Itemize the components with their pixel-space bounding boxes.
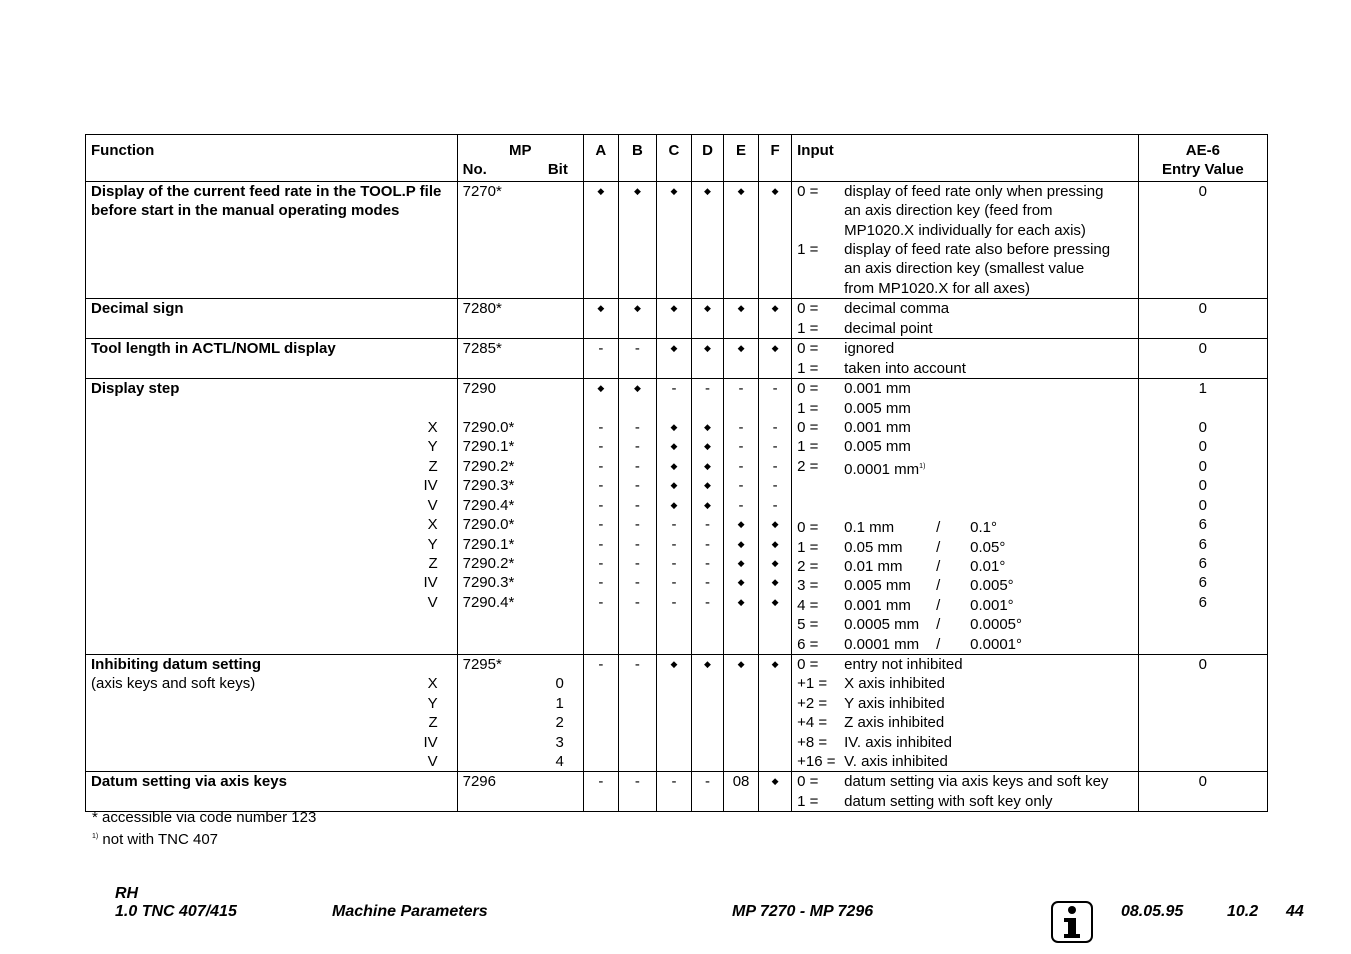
- flag-mark: -: [671, 380, 677, 398]
- function-title: Display step: [91, 380, 180, 398]
- input-option: 0 = 0.1 mm / 0.1°: [797, 519, 997, 537]
- input-option: an axis direction key (smallest value: [844, 260, 1085, 278]
- flag-mark: -: [705, 535, 710, 553]
- flag-mark: -: [705, 593, 710, 611]
- flag-mark: ◆: [633, 383, 641, 394]
- function-cell: Tool length in ACTL/NOML display: [86, 339, 458, 379]
- flag-mark: ◆: [670, 460, 678, 471]
- function-cell: Datum setting via axis keys: [86, 772, 458, 812]
- footer-range: MP 7270 - MP 7296: [732, 903, 874, 920]
- list-line: IV: [423, 574, 438, 592]
- flag-mark: -: [671, 574, 677, 592]
- info-icon: [1051, 901, 1093, 943]
- entry-value: [1138, 379, 1267, 655]
- flag-a: -: [583, 339, 618, 379]
- input-option: 0 = 0.001 mm: [797, 419, 911, 437]
- header-bit: Bit: [547, 161, 568, 179]
- input-option: MP1020.X individually for each axis): [844, 221, 1086, 239]
- flag-e: [724, 379, 759, 655]
- flag-mark: ◆: [704, 422, 711, 433]
- flag-d: ◆: [691, 654, 723, 771]
- flag-e: ◆: [724, 299, 759, 339]
- input-option: 1 = 0.005 mm: [797, 399, 911, 417]
- list-line: 6: [1198, 593, 1208, 611]
- table-row: [86, 772, 1268, 812]
- flag-b: ◆: [618, 299, 656, 339]
- flag-mark: [584, 632, 618, 651]
- axis-list: [402, 655, 452, 771]
- mp-number: 7280*: [457, 299, 583, 339]
- header-no: No.: [462, 161, 487, 179]
- header-mp: [457, 135, 583, 182]
- list-line: 2: [555, 714, 564, 732]
- flag-d: ◆: [691, 339, 723, 379]
- input-option: [797, 479, 1133, 498]
- table-row: [86, 339, 1268, 379]
- list-line: X: [427, 516, 438, 534]
- flag-mark: -: [634, 574, 640, 592]
- flag-d: [691, 379, 723, 655]
- flag-mark: ◆: [771, 519, 779, 530]
- list-line: IV: [423, 733, 438, 751]
- footer-model: 1.0 TNC 407/415: [115, 903, 237, 920]
- flag-mark: -: [598, 477, 604, 495]
- list-line: [402, 379, 438, 398]
- footnote-star: * accessible via code number 123: [92, 809, 317, 826]
- flag-mark: [692, 399, 723, 418]
- input-option: [797, 499, 1133, 518]
- flag-mark: ◆: [737, 577, 745, 588]
- flag-mark: -: [772, 419, 778, 437]
- flag-mark: [619, 399, 656, 418]
- flag-mark: ◆: [670, 441, 678, 452]
- list-line: 0: [555, 675, 564, 693]
- flag-mark: -: [705, 554, 710, 572]
- list-line: 7290.3*: [462, 477, 515, 495]
- list-line: 7290.4*: [462, 496, 515, 514]
- input-option: +2 = Y axis inhibited: [797, 694, 945, 712]
- list-line: 7290.3*: [462, 574, 515, 592]
- input-cell: [792, 379, 1139, 655]
- flag-mark: -: [738, 457, 744, 475]
- header-mp-label: MP: [508, 142, 532, 159]
- list-line: Z: [428, 714, 438, 732]
- flag-mark: ◆: [704, 499, 711, 510]
- header-col-b: B: [618, 135, 656, 182]
- input-option: 6 = 0.0001 mm / 0.0001°: [797, 635, 1023, 653]
- flag-mark: -: [772, 457, 778, 475]
- flag-mark: ◆: [771, 538, 779, 549]
- flag-mark: -: [598, 496, 604, 514]
- flag-mark: ◆: [737, 596, 745, 607]
- list-line: [402, 632, 438, 651]
- table-row: [86, 299, 1268, 339]
- entry-value: 0: [1138, 181, 1267, 298]
- input-option: 0 = 0.001 mm: [797, 380, 911, 398]
- input-option: 0 = decimal comma: [797, 300, 950, 318]
- function-title: Inhibiting datum setting: [91, 655, 261, 673]
- machine-parameter-table: [85, 134, 1268, 812]
- flag-f: ◆: [759, 181, 792, 298]
- flag-a: [583, 379, 618, 655]
- footer-section: Machine Parameters: [332, 903, 488, 920]
- flag-mark: -: [634, 457, 640, 475]
- list-line: 7290.0*: [462, 419, 515, 437]
- flag-mark: -: [671, 516, 677, 534]
- header-col-e: E: [724, 135, 759, 182]
- flag-b: ◆: [618, 181, 656, 298]
- input-option: 1 = 0.05 mm / 0.05°: [797, 538, 1006, 556]
- list-line: Z: [428, 554, 438, 572]
- list-line: 7290.0*: [462, 516, 515, 534]
- input-cell: [792, 654, 1139, 771]
- footer-rh: RH: [115, 885, 139, 902]
- flag-mark: -: [598, 419, 604, 437]
- flag-mark: ◆: [704, 441, 711, 452]
- flag-d: ◆: [691, 181, 723, 298]
- flag-mark: -: [671, 535, 677, 553]
- list-line: 0: [1198, 477, 1208, 495]
- flag-mark: -: [671, 554, 677, 572]
- header-ae-line2: Entry Value: [1162, 161, 1244, 179]
- list-line: 3: [555, 733, 564, 751]
- flag-mark: -: [598, 535, 604, 553]
- bit-list: [533, 655, 578, 771]
- flag-mark: [584, 612, 618, 631]
- flag-mark: -: [634, 496, 640, 514]
- flag-e: 08: [724, 772, 759, 812]
- flag-mark: -: [598, 516, 604, 534]
- flag-mark: ◆: [771, 577, 779, 588]
- flag-b: [618, 379, 656, 655]
- entry-value: 0: [1138, 772, 1267, 812]
- header-col-a: A: [583, 135, 618, 182]
- list-line: V: [427, 593, 438, 611]
- flag-mark: [724, 632, 758, 651]
- input-option: 1 = decimal point: [797, 319, 933, 337]
- list-line: Y: [427, 535, 438, 553]
- header-input: Input: [792, 135, 1139, 182]
- list-line: 7290.1*: [462, 438, 515, 456]
- flag-mark: ◆: [771, 557, 779, 568]
- list-line: Z: [428, 457, 438, 475]
- flag-mark: -: [634, 477, 640, 495]
- flag-b: -: [618, 772, 656, 812]
- list-line: 7290.2*: [462, 554, 515, 572]
- list-line: [533, 655, 564, 674]
- list-line: [402, 399, 438, 418]
- list-line: 4: [555, 752, 564, 770]
- input-option: an axis direction key (feed from: [844, 202, 1053, 220]
- flag-mark: -: [705, 380, 710, 398]
- flag-mark: [759, 399, 791, 418]
- flag-mark: -: [738, 477, 744, 495]
- list-line: [402, 612, 438, 631]
- header-ae: [1138, 135, 1267, 182]
- flag-d: ◆: [691, 299, 723, 339]
- flag-d: -: [691, 772, 723, 812]
- flag-mark: -: [738, 380, 744, 398]
- header-function: Function: [86, 135, 458, 182]
- table-row: [86, 654, 1268, 771]
- flag-mark: -: [705, 574, 710, 592]
- flag-e: ◆: [724, 181, 759, 298]
- flag-mark: -: [634, 419, 640, 437]
- flag-b: -: [618, 339, 656, 379]
- list-line: X: [427, 419, 438, 437]
- input-option: 2 = 0.01 mm / 0.01°: [797, 557, 1006, 575]
- flag-f: ◆: [759, 299, 792, 339]
- function-cell: Display of the current feed rate in the TOOL.P file before start in the manual operating modes: [86, 181, 458, 298]
- flag-mark: -: [598, 438, 604, 456]
- input-cell: [792, 772, 1139, 812]
- flag-mark: -: [671, 593, 677, 611]
- flag-b: -: [618, 654, 656, 771]
- flag-c: -: [656, 772, 691, 812]
- list-line: 6: [1198, 516, 1208, 534]
- list-line: 7290.1*: [462, 535, 515, 553]
- list-line: V: [427, 496, 438, 514]
- flag-mark: [692, 612, 723, 631]
- header-col-f: F: [759, 135, 792, 182]
- flag-mark: [692, 632, 723, 651]
- flag-mark: ◆: [737, 519, 745, 530]
- input-option: +8 = IV. axis inhibited: [797, 733, 952, 751]
- list-line: 6: [1198, 574, 1208, 592]
- input-option: 3 = 0.005 mm / 0.005°: [797, 577, 1014, 595]
- flag-c: ◆: [656, 299, 691, 339]
- flag-mark: [619, 612, 656, 631]
- mp-number: [457, 654, 583, 771]
- flag-f: ◆: [759, 654, 792, 771]
- flag-mark: -: [634, 554, 640, 572]
- input-option: 1 = datum setting with soft key only: [797, 792, 1053, 810]
- list-line: [463, 612, 578, 631]
- flag-c: [656, 379, 691, 655]
- input-option: +4 = Z axis inhibited: [797, 714, 945, 732]
- list-line: [1144, 399, 1262, 418]
- flag-mark: [619, 632, 656, 651]
- flag-a: -: [583, 772, 618, 812]
- header-col-c: C: [656, 135, 691, 182]
- flag-c: ◆: [656, 181, 691, 298]
- flag-mark: [657, 612, 691, 631]
- flag-mark: -: [598, 593, 604, 611]
- flag-mark: ◆: [737, 538, 745, 549]
- input-option: 1 = taken into account: [797, 359, 966, 377]
- list-line: Y: [427, 438, 438, 456]
- flag-f: ◆: [759, 772, 792, 812]
- axis-list: [402, 379, 452, 651]
- list-line: [1144, 632, 1262, 651]
- input-option: 1 = 0.005 mm: [797, 438, 911, 456]
- list-line: 0: [1198, 419, 1208, 437]
- table-header-row: [86, 135, 1268, 182]
- flag-mark: [657, 399, 691, 418]
- list-line: [463, 632, 578, 651]
- footer-chapter: 10.2: [1227, 903, 1259, 920]
- mp-number: 7270*: [457, 181, 583, 298]
- flag-mark: ◆: [670, 499, 678, 510]
- flag-f: [759, 379, 792, 655]
- list-line: 1: [555, 694, 564, 712]
- mp-number: [457, 379, 583, 655]
- footnotes: [92, 808, 316, 850]
- flag-mark: ◆: [704, 480, 711, 491]
- header-ae-line1: AE-6: [1185, 142, 1220, 159]
- list-line: [1144, 612, 1262, 631]
- flag-mark: ◆: [597, 383, 605, 394]
- list-line: Y: [427, 694, 438, 712]
- entry-value: 0: [1138, 654, 1267, 771]
- list-line: 0: [1198, 438, 1208, 456]
- flag-e: ◆: [724, 339, 759, 379]
- flag-mark: -: [634, 593, 640, 611]
- flag-mark: -: [738, 496, 744, 514]
- list-line: [463, 399, 578, 418]
- input-cell: [792, 299, 1139, 339]
- flag-mark: -: [738, 419, 744, 437]
- list-line: 7290.2*: [462, 457, 515, 475]
- input-cell: [792, 181, 1139, 298]
- flag-mark: [759, 612, 791, 631]
- list-line: IV: [423, 477, 438, 495]
- list-line: 7290: [462, 380, 496, 398]
- flag-c: ◆: [656, 654, 691, 771]
- list-line: 6: [1198, 535, 1208, 553]
- list-line: X: [427, 675, 438, 693]
- input-option: 4 = 0.001 mm / 0.001°: [797, 596, 1014, 614]
- flag-mark: ◆: [670, 480, 678, 491]
- input-option: 0 = display of feed rate only when pressing: [797, 182, 1104, 200]
- input-option: from MP1020.X for all axes): [844, 279, 1031, 297]
- flag-e: ◆: [724, 654, 759, 771]
- list-line: 1: [1198, 380, 1208, 398]
- entry-value: 0: [1138, 299, 1267, 339]
- list-line: 6: [1198, 554, 1208, 572]
- flag-mark: -: [772, 438, 778, 456]
- list-line: 0: [1198, 496, 1208, 514]
- flag-mark: ◆: [670, 422, 678, 433]
- flag-mark: -: [772, 477, 778, 495]
- flag-mark: [657, 632, 691, 651]
- header-col-d: D: [691, 135, 723, 182]
- function-cell: Decimal sign: [86, 299, 458, 339]
- flag-mark: [584, 399, 618, 418]
- list-line: V: [427, 752, 438, 770]
- flag-mark: -: [598, 457, 604, 475]
- mp-no: 7295*: [462, 655, 502, 673]
- mp-number: 7296: [457, 772, 583, 812]
- input-option: 0 = datum setting via axis keys and soft key: [797, 773, 1109, 791]
- list-line: [402, 655, 438, 674]
- input-option: 2 = 0.0001 $mm^{1)}$: [797, 457, 926, 478]
- list-line: 7290.4*: [462, 593, 515, 611]
- flag-mark: ◆: [771, 596, 779, 607]
- flag-mark: ◆: [704, 460, 711, 471]
- function-cell: [86, 379, 458, 655]
- table-row: [86, 181, 1268, 298]
- flag-mark: [724, 612, 758, 631]
- flag-f: ◆: [759, 339, 792, 379]
- entry-value: 0: [1138, 339, 1267, 379]
- flag-mark: -: [772, 496, 778, 514]
- footnote-one: $^{1)}$ not with TNC 407: [92, 831, 219, 849]
- flag-mark: -: [772, 380, 778, 398]
- footnote-one-mark: 1): [92, 833, 99, 841]
- flag-mark: -: [598, 574, 604, 592]
- flag-mark: [759, 632, 791, 651]
- list-line: 0: [1198, 457, 1208, 475]
- flag-mark: -: [738, 438, 744, 456]
- mp-number: 7285*: [457, 339, 583, 379]
- flag-c: ◆: [656, 339, 691, 379]
- flag-mark: -: [634, 438, 640, 456]
- footer-date: 08.05.95: [1121, 903, 1184, 920]
- input-option: +1 = X axis inhibited: [797, 675, 946, 693]
- input-option: +16 = V. axis inhibited: [797, 752, 948, 770]
- flag-a: -: [583, 654, 618, 771]
- flag-a: ◆: [583, 181, 618, 298]
- input-option: 1 = display of feed rate also before pressing: [797, 241, 1111, 259]
- flag-mark: -: [634, 516, 640, 534]
- flag-mark: -: [705, 516, 710, 534]
- flag-mark: -: [598, 554, 604, 572]
- input-option: 0 = ignored: [797, 340, 895, 358]
- flag-mark: [724, 399, 758, 418]
- table-row: [86, 379, 1268, 655]
- input-option: 5 = 0.0005 mm / 0.0005°: [797, 616, 1023, 634]
- flag-mark: ◆: [737, 557, 745, 568]
- function-cell: [86, 654, 458, 771]
- flag-mark: -: [634, 535, 640, 553]
- footer-page: 44: [1286, 903, 1304, 920]
- input-option: 0 = entry not inhibited: [797, 655, 963, 673]
- function-subtitle: (axis keys and soft keys): [91, 675, 256, 693]
- input-cell: [792, 339, 1139, 379]
- flag-a: ◆: [583, 299, 618, 339]
